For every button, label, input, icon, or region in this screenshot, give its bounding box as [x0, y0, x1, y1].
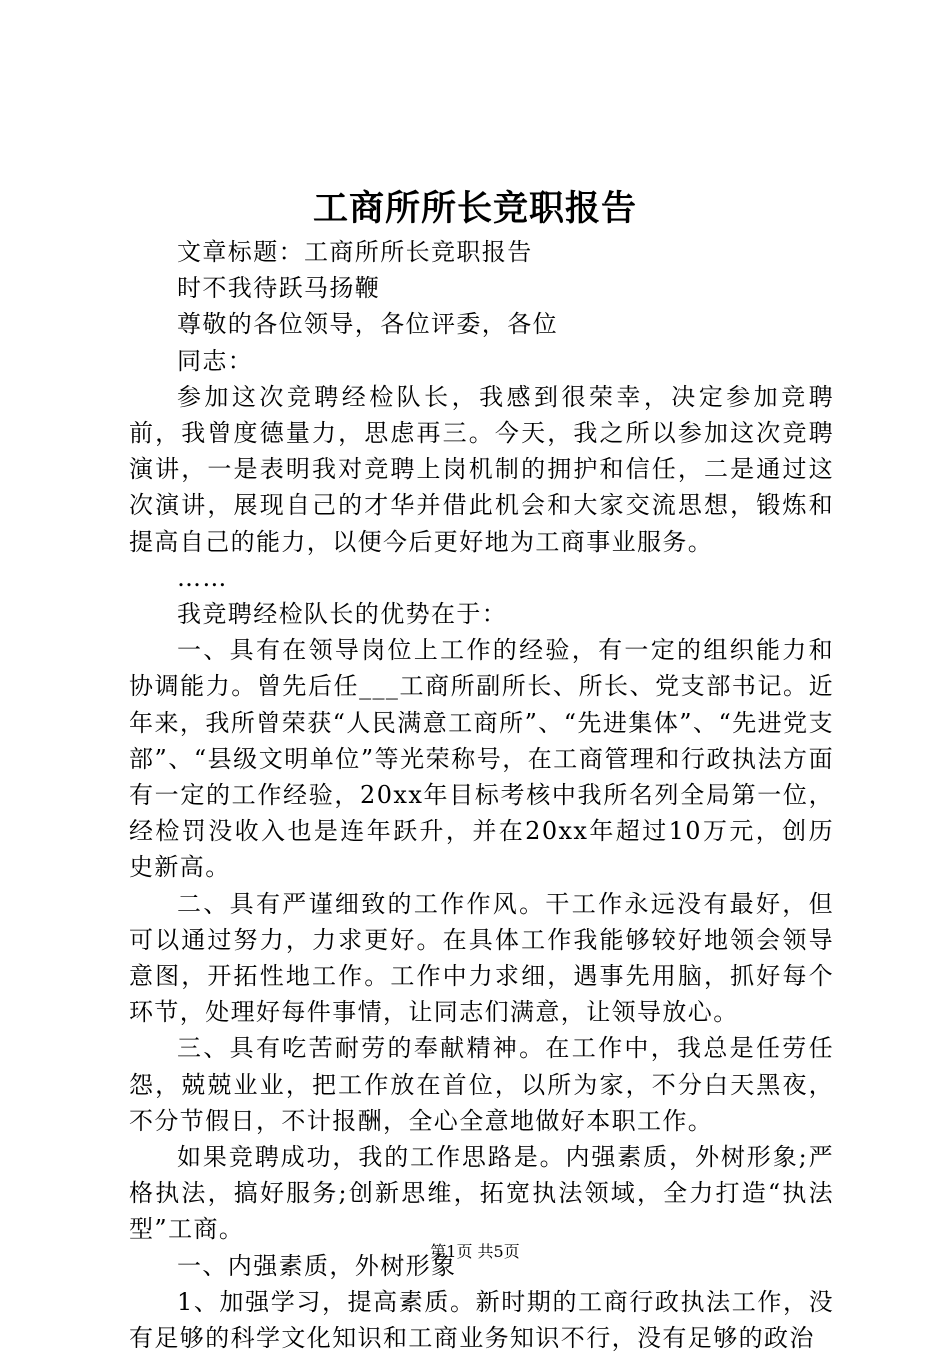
- paragraph-advantage-2: 二、具有严谨细致的工作作风。干工作永远没有最好，但可以通过努力，力求更好。在具体工作我能够较好地领会领导意图，开拓性地工作。工作中力求细，遇事先用脑，抓好每个环节，处理好每件事情，让同志们满意，让领导放心。: [129, 889, 834, 1027]
- paragraph-advantage-3: 三、具有吃苦耐劳的奉献精神。在工作中，我总是任劳任怨，兢兢业业，把工作放在首位，以所为家，不分白天黑夜，不分节假日，不计报酬，全心全意地做好本职工作。: [129, 1034, 834, 1135]
- paragraph-subtitle: 时不我待跃马扬鞭: [177, 274, 381, 303]
- page-footer: 第1页 共5页: [430, 1242, 520, 1261]
- document-body: [129, 234, 834, 1356]
- paragraph-advantages-heading: 我竞聘经检队长的优势在于：: [177, 600, 508, 629]
- document-title: 工商所所长竞职报告: [312, 188, 637, 229]
- paragraph-ellipsis: ……: [177, 563, 228, 592]
- paragraph-section-heading: 一、内强素质，外树形象: [177, 1251, 457, 1280]
- paragraph-work-plan: 如果竞聘成功，我的工作思路是。内强素质，外树形象;严格执法，搞好服务;创新思维，拓宽执法领域，全力打造“执法型”工商。: [129, 1143, 834, 1244]
- paragraph-greeting-end: 同志：: [177, 346, 254, 375]
- paragraph-greeting: 尊敬的各位领导，各位评委，各位: [177, 310, 558, 339]
- paragraph-intro: 参加这次竞聘经检队长，我感到很荣幸，决定参加竞聘前，我曾度德量力，思虑再三。今天，我之所以参加这次竞聘演讲，一是表明我对竞聘上岗机制的拥护和信任，二是通过这次演讲，展现自己的才华并借此机会和大家交流思想，锻炼和提高自己的能力，以便今后更好地为工商事业服务。: [129, 382, 834, 556]
- paragraph-point-1: 1、加强学习，提高素质。新时期的工商行政执法工作，没有足够的科学文化知识和工商业务知识不行，没有足够的政治: [129, 1287, 834, 1353]
- paragraph-article-title: 文章标题：工商所所长竞职报告: [177, 238, 533, 266]
- paragraph-advantage-1: 一、具有在领导岗位上工作的经验，有一定的组织能力和协调能力。曾先后任___工商所副所长、所长、党支部书记。近年来，我所曾荣获“人民满意工商所”、“先进集体”、“先进党支部”、“县级文明单位”等光荣称号，在工商管理和行政执法方面有一定的工作经验，20xx年目标考核中我所名列全局第一位，经检罚没收入也是连年跃升，并在20xx年超过10万元，创历史新高。: [129, 636, 834, 882]
